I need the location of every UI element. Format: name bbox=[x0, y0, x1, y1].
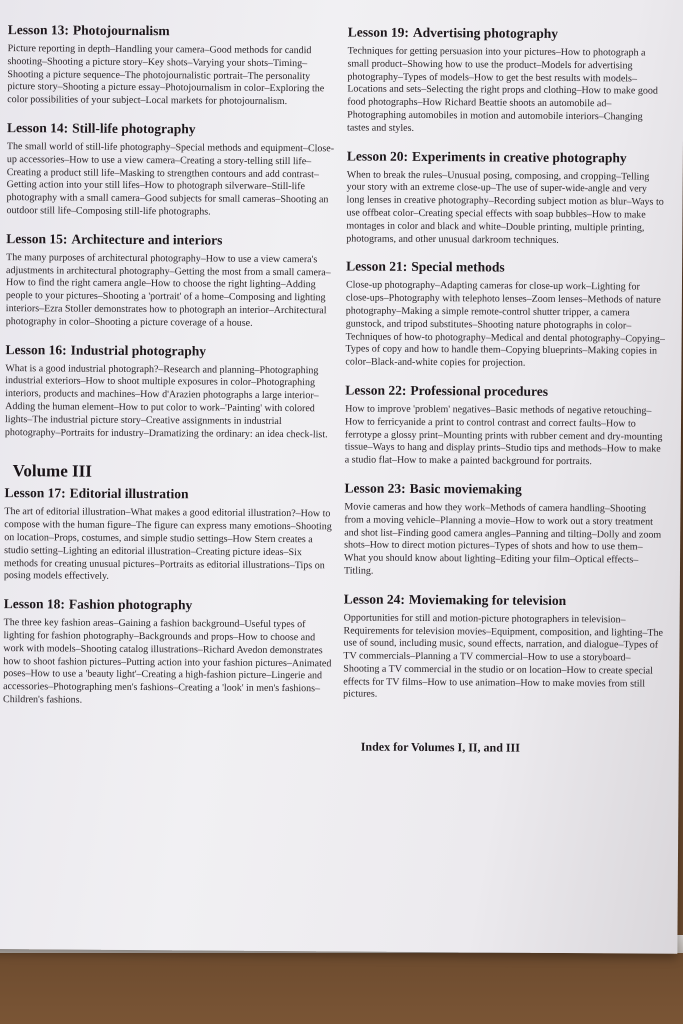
lesson-heading bbox=[346, 259, 666, 277]
lesson-number: Lesson 21: bbox=[346, 258, 408, 275]
volume-heading: Volume III bbox=[12, 461, 92, 482]
lesson-title: Architecture and interiors bbox=[71, 231, 223, 248]
lesson-title: Advertising photography bbox=[412, 24, 559, 41]
lesson-heading bbox=[6, 231, 338, 249]
right-column bbox=[343, 24, 668, 756]
lesson-block bbox=[4, 485, 337, 585]
lesson-number: Lesson 20: bbox=[346, 148, 409, 164]
lesson-description: How to improve 'problem' negatives–Basic methods of negative retouching–How to ferricyanide a print to control contrast and correct faults–How to ferrotype a glossy print–Mounting prints with rubber cement and dry-mounting tissue–Ways to hang and display prints–Studio tips and methods–How to make a studio flat–How to make a painted background for portraits. bbox=[344, 403, 663, 468]
lesson-number: Lesson 15: bbox=[6, 230, 68, 247]
lesson-block bbox=[6, 120, 339, 220]
lesson-description: Movie cameras and how they work–Methods of camera handling–Shooting from a moving vehicle–Planning a movie–How to work out a story treatment and shot list–Finding good camera angles–Panning and tilting–Dolly and zoom shots–How to direct motion pictures–Types of shots and how to use them–What you should know about lighting–Editing your film–Optical effects–Titling. bbox=[343, 501, 662, 577]
lesson-block bbox=[343, 591, 664, 704]
lesson-heading bbox=[345, 382, 665, 400]
lesson-title: Experiments in creative photography bbox=[411, 148, 627, 165]
lessons-13-16 bbox=[5, 22, 340, 442]
lesson-description: The art of editorial illustration–What makes a good editorial illustration?–How to compose with the human figure–The figure can express many emotions–Shooting on location–Props, costumes, and simple studio settings–How Stern creates a studio setting–Lighting an editorial illustration–Creating picture ideas–Six methods for creating unusual pictures–Portraits as editorial illustrations–Tips on posing models effectively. bbox=[3, 506, 332, 583]
lesson-number: Lesson 18: bbox=[3, 596, 65, 612]
lesson-heading bbox=[7, 120, 339, 138]
lesson-title: Fashion photography bbox=[68, 596, 193, 613]
left-column bbox=[3, 22, 340, 722]
lesson-number: Lesson 24: bbox=[343, 591, 405, 607]
lesson-number: Lesson 13: bbox=[7, 22, 69, 38]
lesson-description: The small world of still-life photography–Special methods and equipment–Close-up accessories–How to use a view camera–Creating a story-telling still life–Creating a product still life–Masking to strengthen contours and add contrast–Getting action into your still lifes–How to photograph silverware–Still-life photography with a small camera–Good subjects for small cameras–Shooting an outdoor still life–Composing still-life photographs. bbox=[6, 141, 335, 218]
lesson-description: Close-up photography–Adapting cameras for close-up work–Lighting for close-ups–Photography with telephoto lenses–Zoom lenses–Methods of nature photography–Making a simple remote-control shutter tripper, a camera gunstock, and tripod substitutes–Shooting nature photographs in color–Techniques of how-to photography–Medical and dental photography–Copying–Types of copy and how to handle them–Copying blueprints–Making copies in color–Black-and-white copies for projection. bbox=[345, 279, 665, 369]
lesson-block bbox=[5, 342, 338, 442]
lesson-description: The many purposes of architectural photography–How to use a view camera's adjustments in architectural photography–Getting the most from a small camera–How to find the right camera angle–How to choose the right lighting–Adding people to your pictures–Shooting a 'portrait' of a home–Composing and lighting interiors–Ezra Stoller demonstrates how to photograph an interior–Architectural photography in color–Shooting a picture coverage of a house. bbox=[5, 251, 331, 329]
lesson-number: Lesson 17: bbox=[4, 485, 66, 501]
lesson-block bbox=[346, 148, 667, 248]
lesson-heading bbox=[5, 342, 337, 360]
lesson-block bbox=[347, 24, 668, 137]
lesson-block bbox=[6, 231, 339, 331]
lesson-title: Moviemaking for television bbox=[408, 591, 567, 608]
lesson-heading bbox=[348, 24, 668, 42]
lesson-number: Lesson 23: bbox=[344, 480, 406, 496]
lesson-description: Picture reporting in depth–Handling your camera–Good methods for candid shooting–Shooting a picture story–Key shots–Varying your shots–Timing–Shooting a picture sequence–The photojournalistic portrait–The personality picture story–Shooting a picture essay–Photojournalism in color–Exploring the color possibilities of your subject–Local markets for photojournalism. bbox=[7, 43, 325, 108]
lesson-heading bbox=[8, 22, 340, 40]
index-heading: Index for Volumes I, II, and III bbox=[360, 739, 520, 755]
lesson-number: Lesson 16: bbox=[5, 341, 67, 358]
lesson-description: What is a good industrial photograph?–Research and planning–Photographing industrial exteriors–How to shoot multiple exposures in color–Photographing interiors, products and machines–How d'Arazien photographs a large interior–Adding the human element–How to put color to work–'Painting' with colored lights–The industrial picture story–Creative assignments in industrial photography–Portraits for industry–Dramatizing the ordinary: an idea check-list. bbox=[4, 362, 328, 440]
lesson-title: Professional procedures bbox=[410, 382, 549, 399]
lesson-description: Techniques for getting persuasion into your pictures–How to photograph a small product–Showing how to use the product–Models for advertising photography–Types of models–How to get the best results with models–Locations and sets–Selecting the right props and clothing–How to make good food photographs–How Richard Beattie shoots an automobile ad–Photographing automobiles in motion and automobile interiors–Changing tastes and styles. bbox=[347, 45, 658, 134]
lesson-heading bbox=[344, 591, 664, 609]
lesson-title: Photojournalism bbox=[72, 22, 170, 39]
lesson-block bbox=[3, 596, 336, 709]
lesson-title: Editorial illustration bbox=[69, 485, 189, 502]
lesson-description: Opportunities for still and motion-picture photographers in television–Requirements for television movies–Equipment, composition, and lighting–The use of sound, including music, sound effects, narration, and dialogue–Types of TV commercials–Planning a TV commercial–How to use a storyboard–Shooting a TV commercial in the studio or on location–How to create special effects for TV films–How to use animation–How to make movies from still pictures. bbox=[343, 612, 664, 701]
lesson-number: Lesson 19: bbox=[347, 24, 409, 40]
lesson-block bbox=[7, 22, 340, 109]
lesson-title: Basic moviemaking bbox=[409, 480, 522, 497]
lessons-19-24 bbox=[343, 24, 668, 703]
lesson-number: Lesson 14: bbox=[7, 120, 69, 136]
lesson-heading bbox=[4, 485, 336, 503]
lesson-description: When to break the rules–Unusual posing, composing, and cropping–Telling your story with an extreme close-up–The use of super-wide-angle and very long lenses in creative photography–Recording subject motion as blur–Ways to use offbeat color–Creating special effects with soap bubbles–How to make montages in color and black and white–Double printing, multiple printing, photograms, and other unusual darkroom techniques. bbox=[346, 169, 664, 246]
lesson-block bbox=[345, 382, 666, 469]
lesson-block bbox=[344, 480, 665, 580]
lesson-heading bbox=[4, 596, 336, 614]
lesson-number: Lesson 22: bbox=[345, 382, 407, 398]
lesson-block bbox=[345, 259, 666, 372]
lesson-heading bbox=[347, 148, 667, 166]
lesson-title: Industrial photography bbox=[70, 342, 207, 359]
lessons-17-18 bbox=[3, 485, 337, 709]
lesson-heading bbox=[345, 480, 665, 498]
lesson-title: Still-life photography bbox=[72, 120, 196, 137]
lesson-description: The three key fashion areas–Gaining a fashion background–Useful types of lighting for fashion photography–Backgrounds and props–How to choose and work with models–Shooting catalog illustrations–Richard Avedon demonstrates how to shoot fashion pictures–Putting action into your fashion pictures–Animated poses–How to use a 'beauty light'–Creating a high-fashion picture–Lingerie and accessories–Photographing men's fashions–Creating a 'look' in men's fashions–Children's fashions. bbox=[3, 617, 332, 706]
lesson-title: Special methods bbox=[411, 259, 505, 275]
